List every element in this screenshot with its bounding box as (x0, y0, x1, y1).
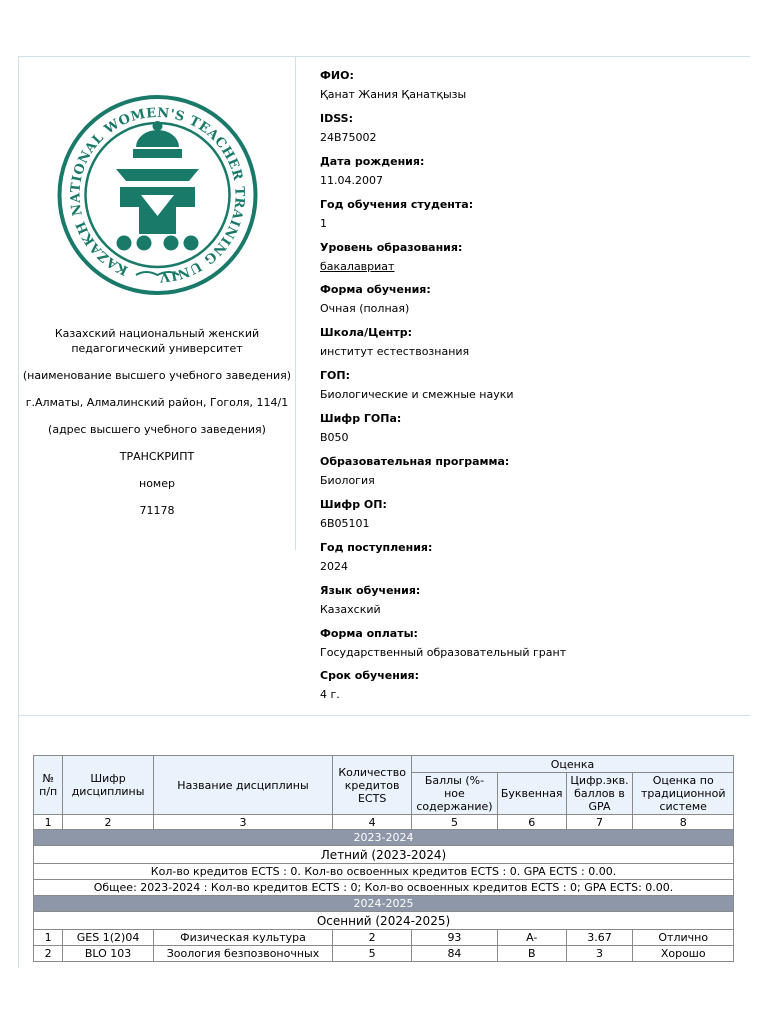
row-code: GES 1(2)04 (63, 930, 153, 946)
university-info (22, 326, 292, 530)
left-border (18, 56, 19, 968)
top-border (18, 56, 750, 57)
row-points: 93 (412, 930, 498, 946)
field-label: Язык обучения: (320, 583, 421, 597)
university-address-caption: (адрес высшего учебного заведения) (48, 423, 266, 436)
semester-label: Летний (2023-2024) (34, 846, 734, 864)
table-row (34, 930, 734, 946)
field-study-year (320, 197, 740, 240)
transcript-number: 71178 (139, 504, 175, 517)
field-value: 1 (320, 216, 327, 230)
field-label: Уровень образования: (320, 240, 463, 254)
field-program-code (320, 497, 740, 540)
field-gop (320, 368, 740, 411)
row-name: Физическая культура (153, 930, 333, 946)
field-value: 11.04.2007 (320, 173, 383, 187)
table-row (34, 946, 734, 962)
column-number: 2 (63, 815, 153, 830)
university-address: г.Алматы, Алмалинский район, Гоголя, 114/1 (25, 396, 289, 409)
row-num: 1 (34, 930, 63, 946)
field-education-level (320, 240, 740, 283)
column-number: 8 (633, 815, 734, 830)
field-program (320, 454, 740, 497)
col-header-code: Шифр дисциплины (63, 756, 153, 815)
field-value: Биология (320, 474, 375, 488)
academic-year-label: 2024-2025 (34, 896, 734, 912)
column-number: 6 (497, 815, 566, 830)
col-header-gpa: Цифр.экв. баллов в GPA (566, 773, 633, 815)
field-language (320, 583, 740, 626)
field-value: Очная (полная) (320, 302, 410, 316)
field-label: Форма оплаты: (320, 626, 418, 640)
col-header-num: № п/п (34, 756, 63, 815)
field-birth-date (320, 154, 740, 197)
row-credits: 2 (333, 930, 412, 946)
row-traditional: Отлично (633, 930, 734, 946)
field-study-duration (320, 668, 740, 711)
field-value: Государственный образовательный грант (320, 645, 567, 659)
field-label: IDSS: (320, 111, 353, 125)
university-logo (50, 95, 265, 295)
field-value: 2024 (320, 559, 348, 573)
row-credits: 5 (333, 946, 412, 962)
year-summary-row (34, 880, 734, 896)
column-divider (295, 56, 296, 550)
semester-row (34, 846, 734, 864)
student-info (320, 68, 740, 711)
university-name-caption: (наименование высшего учебного заведения) (22, 369, 292, 382)
semester-summary-row (34, 864, 734, 880)
row-name: Зоология безпозвоночных (153, 946, 333, 962)
column-number-row (34, 815, 734, 830)
field-label: Год поступления: (320, 540, 433, 554)
semester-summary: Кол-во кредитов ECTS : 0. Кол-во освоенных кредитов ECTS : 0. GPA ECTS : 0.00. (34, 864, 734, 880)
field-payment-form (320, 626, 740, 669)
col-header-grade-group: Оценка (412, 756, 734, 773)
column-number: 1 (34, 815, 63, 830)
row-gpa: 3 (566, 946, 633, 962)
academic-year-label: 2023-2024 (34, 830, 734, 846)
header-row (34, 756, 734, 773)
field-label: Образовательная программа: (320, 455, 510, 469)
col-header-letter: Буквенная (497, 773, 566, 815)
field-value: институт естествознания (320, 345, 470, 359)
field-label: Форма обучения: (320, 283, 431, 297)
field-label: Срок обучения: (320, 669, 419, 683)
row-letter: A- (497, 930, 566, 946)
column-number: 3 (153, 815, 333, 830)
row-letter: B (497, 946, 566, 962)
field-label: Шифр ГОПа: (320, 412, 402, 426)
field-label: Школа/Центр: (320, 326, 413, 340)
col-header-credits: Количество кредитов ECTS (333, 756, 412, 815)
field-label: ГОП: (320, 369, 350, 383)
transcript-title: ТРАНСКРИПТ (119, 450, 195, 463)
field-idss (320, 111, 740, 154)
field-value: Биологические и смежные науки (320, 388, 514, 402)
year-summary: Общее: 2023-2024 : Кол-во кредитов ECTS : 0; Кол-во освоенных кредитов ECTS : 0; GPA ECTS: 0.00. (34, 880, 734, 896)
section-divider (18, 715, 750, 716)
row-num: 2 (34, 946, 63, 962)
row-code: BLO 103 (63, 946, 153, 962)
field-value: B050 (320, 431, 349, 445)
row-gpa: 3.67 (566, 930, 633, 946)
year-row (34, 896, 734, 912)
column-number: 7 (566, 815, 633, 830)
transcript-table (33, 755, 734, 962)
field-label: Дата рождения: (320, 154, 425, 168)
field-fio (320, 68, 740, 111)
logo-ring-text: KAZAKH NATIONAL WOMEN'S TEACHER TRAINING UNIV (68, 105, 247, 285)
field-value: 24B75002 (320, 130, 377, 144)
row-points: 84 (412, 946, 498, 962)
column-number: 5 (412, 815, 498, 830)
transcript-number-label: номер (139, 477, 175, 490)
field-school (320, 325, 740, 368)
semester-row (34, 912, 734, 930)
row-traditional: Хорошо (633, 946, 734, 962)
field-value: Казахский (320, 602, 381, 616)
col-header-traditional: Оценка по традиционной системе (633, 773, 734, 815)
field-value: Қанат Жания Қанатқызы (320, 88, 467, 101)
col-header-points: Баллы (%-ное содержание) (412, 773, 498, 815)
field-label: Шифр ОП: (320, 497, 387, 511)
field-label: Год обучения студента: (320, 197, 474, 211)
education-level-link[interactable]: бакалавриат (320, 259, 395, 273)
field-admission-year (320, 540, 740, 583)
field-gop-code (320, 411, 740, 454)
field-label: ФИО: (320, 69, 354, 82)
column-number: 4 (333, 815, 412, 830)
semester-label: Осенний (2024-2025) (34, 912, 734, 930)
university-name: Казахский национальный женский педагогический университет (54, 327, 260, 355)
field-value: 6B05101 (320, 516, 370, 530)
col-header-name: Название дисциплины (153, 756, 333, 815)
field-study-form (320, 282, 740, 325)
field-value: 4 г. (320, 688, 340, 702)
year-row (34, 830, 734, 846)
